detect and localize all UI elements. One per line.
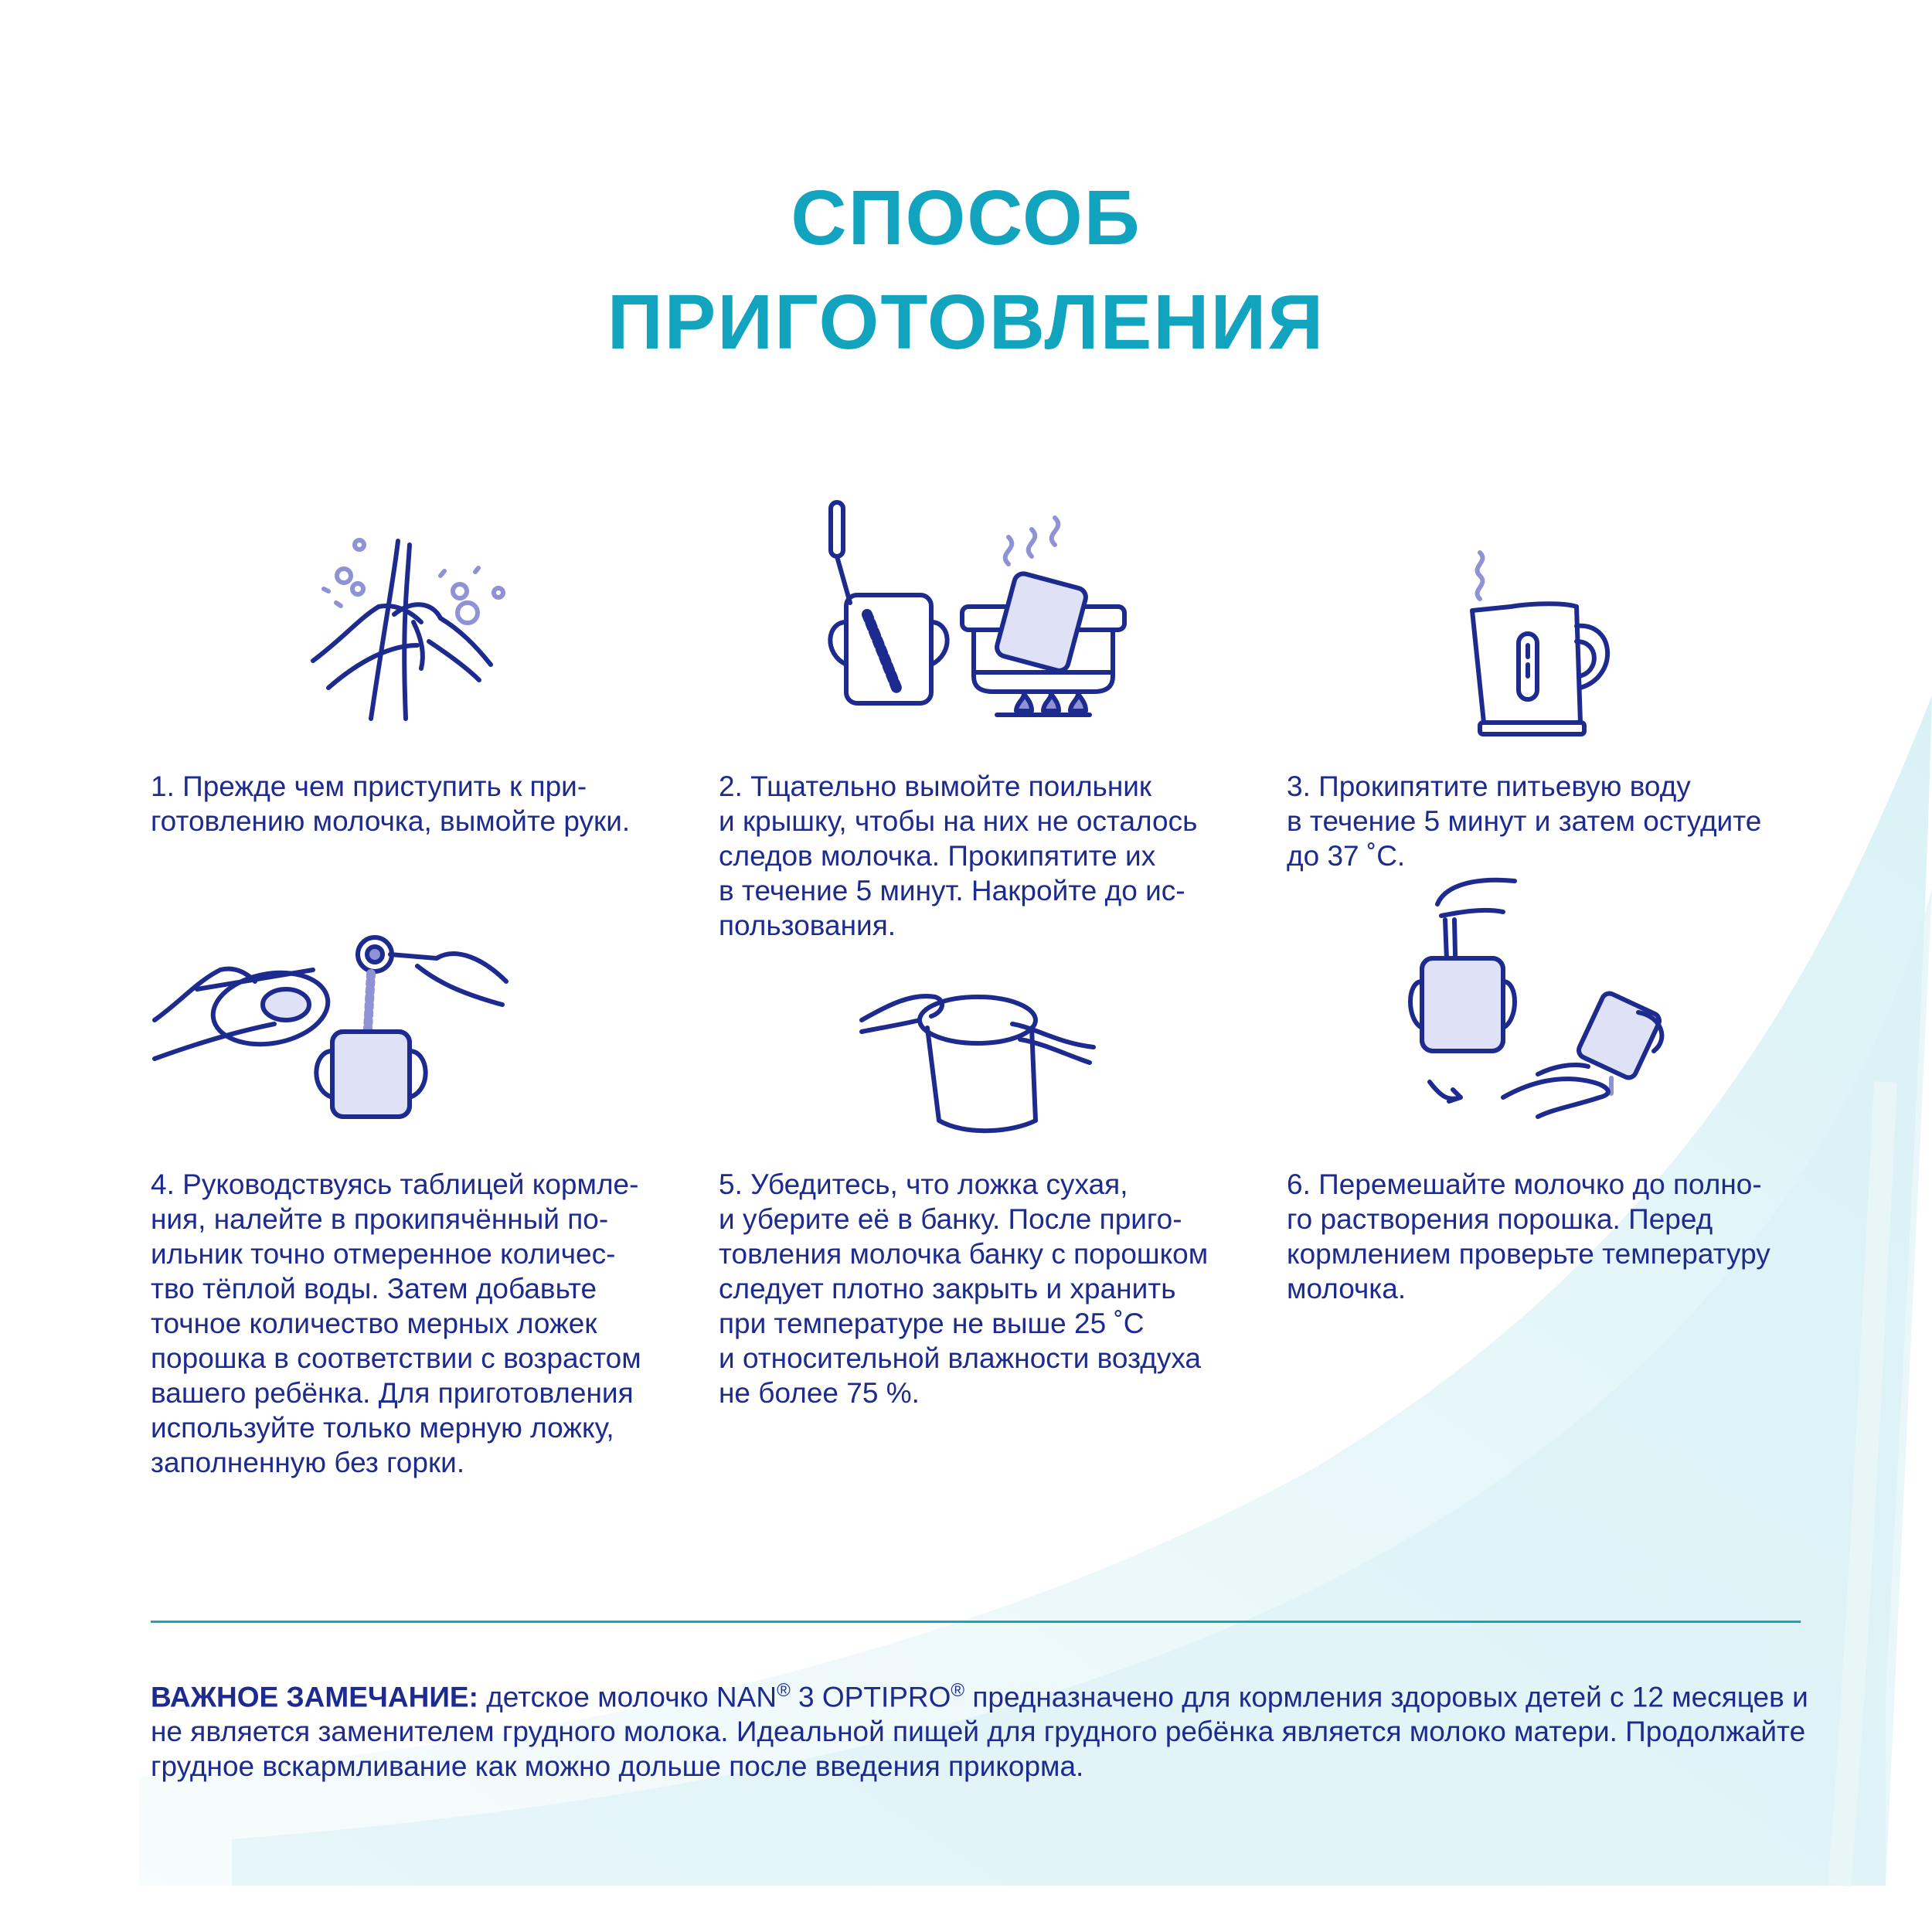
electric-kettle-icon xyxy=(1464,553,1619,738)
registered-mark-1: ® xyxy=(777,1680,791,1701)
page-title-line-2: ПРИГОТОВЛЕНИЯ xyxy=(607,279,1325,366)
registered-mark-2: ® xyxy=(951,1680,965,1701)
stirring-and-temperature-check-icon xyxy=(1406,873,1673,1128)
bottle-brush-and-boiling-pot-icon xyxy=(819,498,1132,723)
measuring-scoop-and-cup-icon xyxy=(151,935,514,1121)
closing-jar-icon xyxy=(858,985,1097,1132)
step-2-text: 2. Тщательно вымойте поильник и крышку, чтобы на них не осталось следов молочка. Прокипятите их в течение 5 минут. Накройте до ис- пользования. xyxy=(719,770,1198,941)
step-4-text: 4. Руководствуясь таблицей кормле- ния, налейте в прокипячённый по- ильник точно отмеренное количес- тво тёплой воды. Затем добавьте точное количество мерных ложек порошка в соответствии с возрастом вашего ребёнка. Для приготовления используйте только мерную ложку, заполненную без горки. xyxy=(151,1168,641,1478)
important-note-text-3: предназначено для кормления здоровых детей с 12 месяцев и не является заменителем грудного молока. Идеальной пищей для грудного ребёнка является молоко матери. Продолжайте грудное вскармливание как можно дольше после введения прикорма. xyxy=(151,1681,1808,1783)
important-note-label: ВАЖНОЕ ЗАМЕЧАНИЕ: xyxy=(151,1681,478,1713)
page-title xyxy=(0,166,1932,375)
important-note-text-2: 3 OPTIPRO xyxy=(790,1681,951,1713)
important-note xyxy=(151,1673,1835,1784)
divider-line xyxy=(151,1621,1801,1623)
page-title-line-1: СПОСОБ xyxy=(791,175,1141,261)
step-3-text: 3. Прокипятите питьевую воду в течение 5 минут и затем остудите до 37 ˚С. xyxy=(1287,770,1762,872)
important-note-text-1: детское молочко NAN xyxy=(478,1681,777,1713)
step-6-text: 6. Перемешайте молочко до полно- го растворения порошка. Перед кормлением проверьте температуру молочка. xyxy=(1287,1168,1770,1304)
hand-washing-icon xyxy=(305,529,510,723)
step-5-text: 5. Убедитесь, что ложка сухая, и уберите её в банку. После приго- товления молочка банку с порошком следует плотно закрыть и хранить при температуре не выше 25 ˚С и относительной влажности воздуха не более 75 %. xyxy=(719,1168,1209,1409)
step-1-text: 1. Прежде чем приступить к при- готовлению молочка, вымойте руки. xyxy=(151,770,631,837)
